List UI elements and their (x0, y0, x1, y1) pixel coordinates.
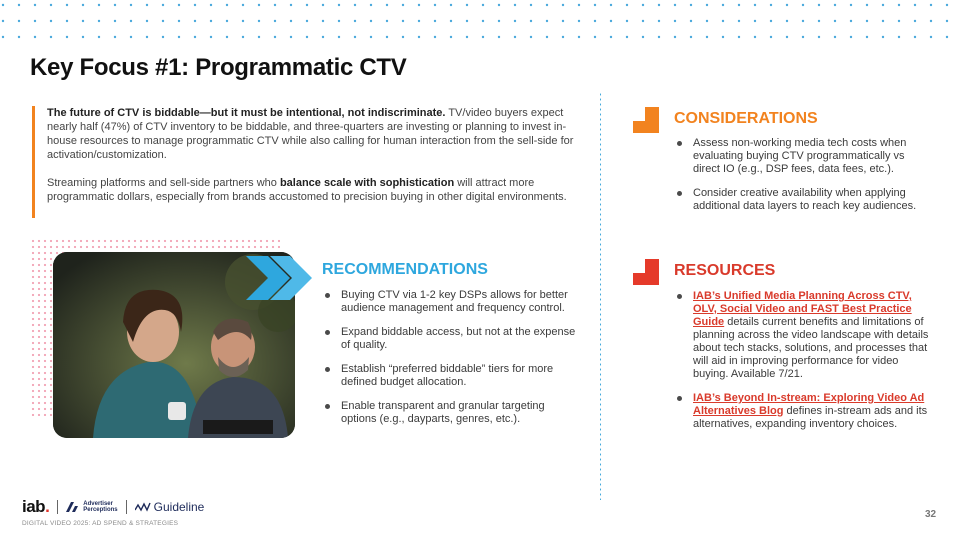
guideline-logo-text: Guideline (153, 500, 205, 514)
recommendations-heading: RECOMMENDATIONS (322, 261, 488, 278)
considerations-heading: CONSIDERATIONS (674, 110, 818, 127)
intro-emphasis: The future of CTV is biddable—but it must be intentional, not indiscriminate. (47, 107, 446, 119)
iab-logo-text: iab (22, 497, 46, 516)
decorative-dot-pattern (0, 0, 960, 44)
advertiser-perceptions-logo (66, 501, 117, 513)
unified-media-planning-guide-link[interactable]: IAB’s Unified Media Planning Across CTV, OLV, Social Video and FAST Best Practice Guide (693, 290, 912, 328)
ap-line-2: Perceptions (83, 507, 118, 513)
list-item: Enable transparent and granular targeting options (e.g., dayparts, genres, etc.). (323, 400, 578, 426)
guideline-logo (135, 500, 205, 514)
intro-paragraph-2 (47, 176, 595, 204)
considerations-step-icon (633, 107, 659, 133)
list-item: Establish “preferred biddable” tiers for more defined budget allocation. (323, 363, 578, 389)
intro-p2-start: Streaming platforms and sell-side partners who (47, 177, 280, 189)
recommendations-list (323, 289, 578, 437)
considerations-list (675, 137, 930, 224)
intro-text (32, 106, 595, 218)
logo-separator (57, 500, 58, 514)
list-item: Consider creative availability when applying additional data layers to reach key audiences. (675, 187, 930, 213)
intro-paragraph-1 (47, 106, 595, 162)
report-footer-title: DIGITAL VIDEO 2025: AD SPEND & STRATEGIES (22, 520, 179, 527)
intro-p2-end: will attract more programmatic dollars, especially from brands accustomed to precision buying in other digital environments. (47, 177, 567, 203)
ap-line-1: Advertiser (83, 501, 113, 507)
intro-body: TV/video buyers expect nearly half (47%) of CTV inventory to be biddable, and three-quarters are investing or planning to invest in-house resources to manage programmatic CTV while also calling for human interaction from the sell-side for activation/customization. (47, 107, 574, 161)
intro-p2-emphasis: balance scale with sophistication (279, 177, 455, 189)
chevron-arrows-icon (246, 256, 316, 300)
list-item: Expand biddable access, but not at the expense of quality. (323, 326, 578, 352)
iab-logo: iab. (22, 497, 50, 516)
list-item: Buying CTV via 1-2 key DSPs allows for better audience management and frequency control. (323, 289, 578, 315)
beyond-instream-blog-link[interactable]: IAB’s Beyond In-stream: Exploring Video Ad Alternatives Blog (693, 392, 925, 417)
resources-heading: RESOURCES (674, 262, 776, 279)
list-item: Assess non-working media tech costs when evaluating buying CTV programmatically vs direct IO (e.g., DSP fees, data fees, etc.). (675, 137, 930, 176)
logo-separator (126, 500, 127, 514)
ap-mark-icon (66, 502, 80, 512)
guideline-wave-icon (135, 502, 151, 512)
resource-description: defines in-stream ads and its alternatives, expanding inventory choices. (693, 405, 928, 430)
page-number: 32 (925, 509, 937, 520)
resource-description: details current benefits and limitations of planning across the video landscape with details about tech stacks, solutions, and processes that will aid in improving performance for video buying. Available 7/21. (693, 316, 929, 380)
vertical-divider (599, 92, 601, 500)
page-title: Key Focus #1: Programmatic CTV (30, 54, 407, 81)
partner-logos (22, 497, 204, 517)
resources-list (675, 290, 935, 442)
list-item (675, 290, 935, 381)
list-item (675, 392, 935, 431)
resources-step-icon (633, 259, 659, 285)
